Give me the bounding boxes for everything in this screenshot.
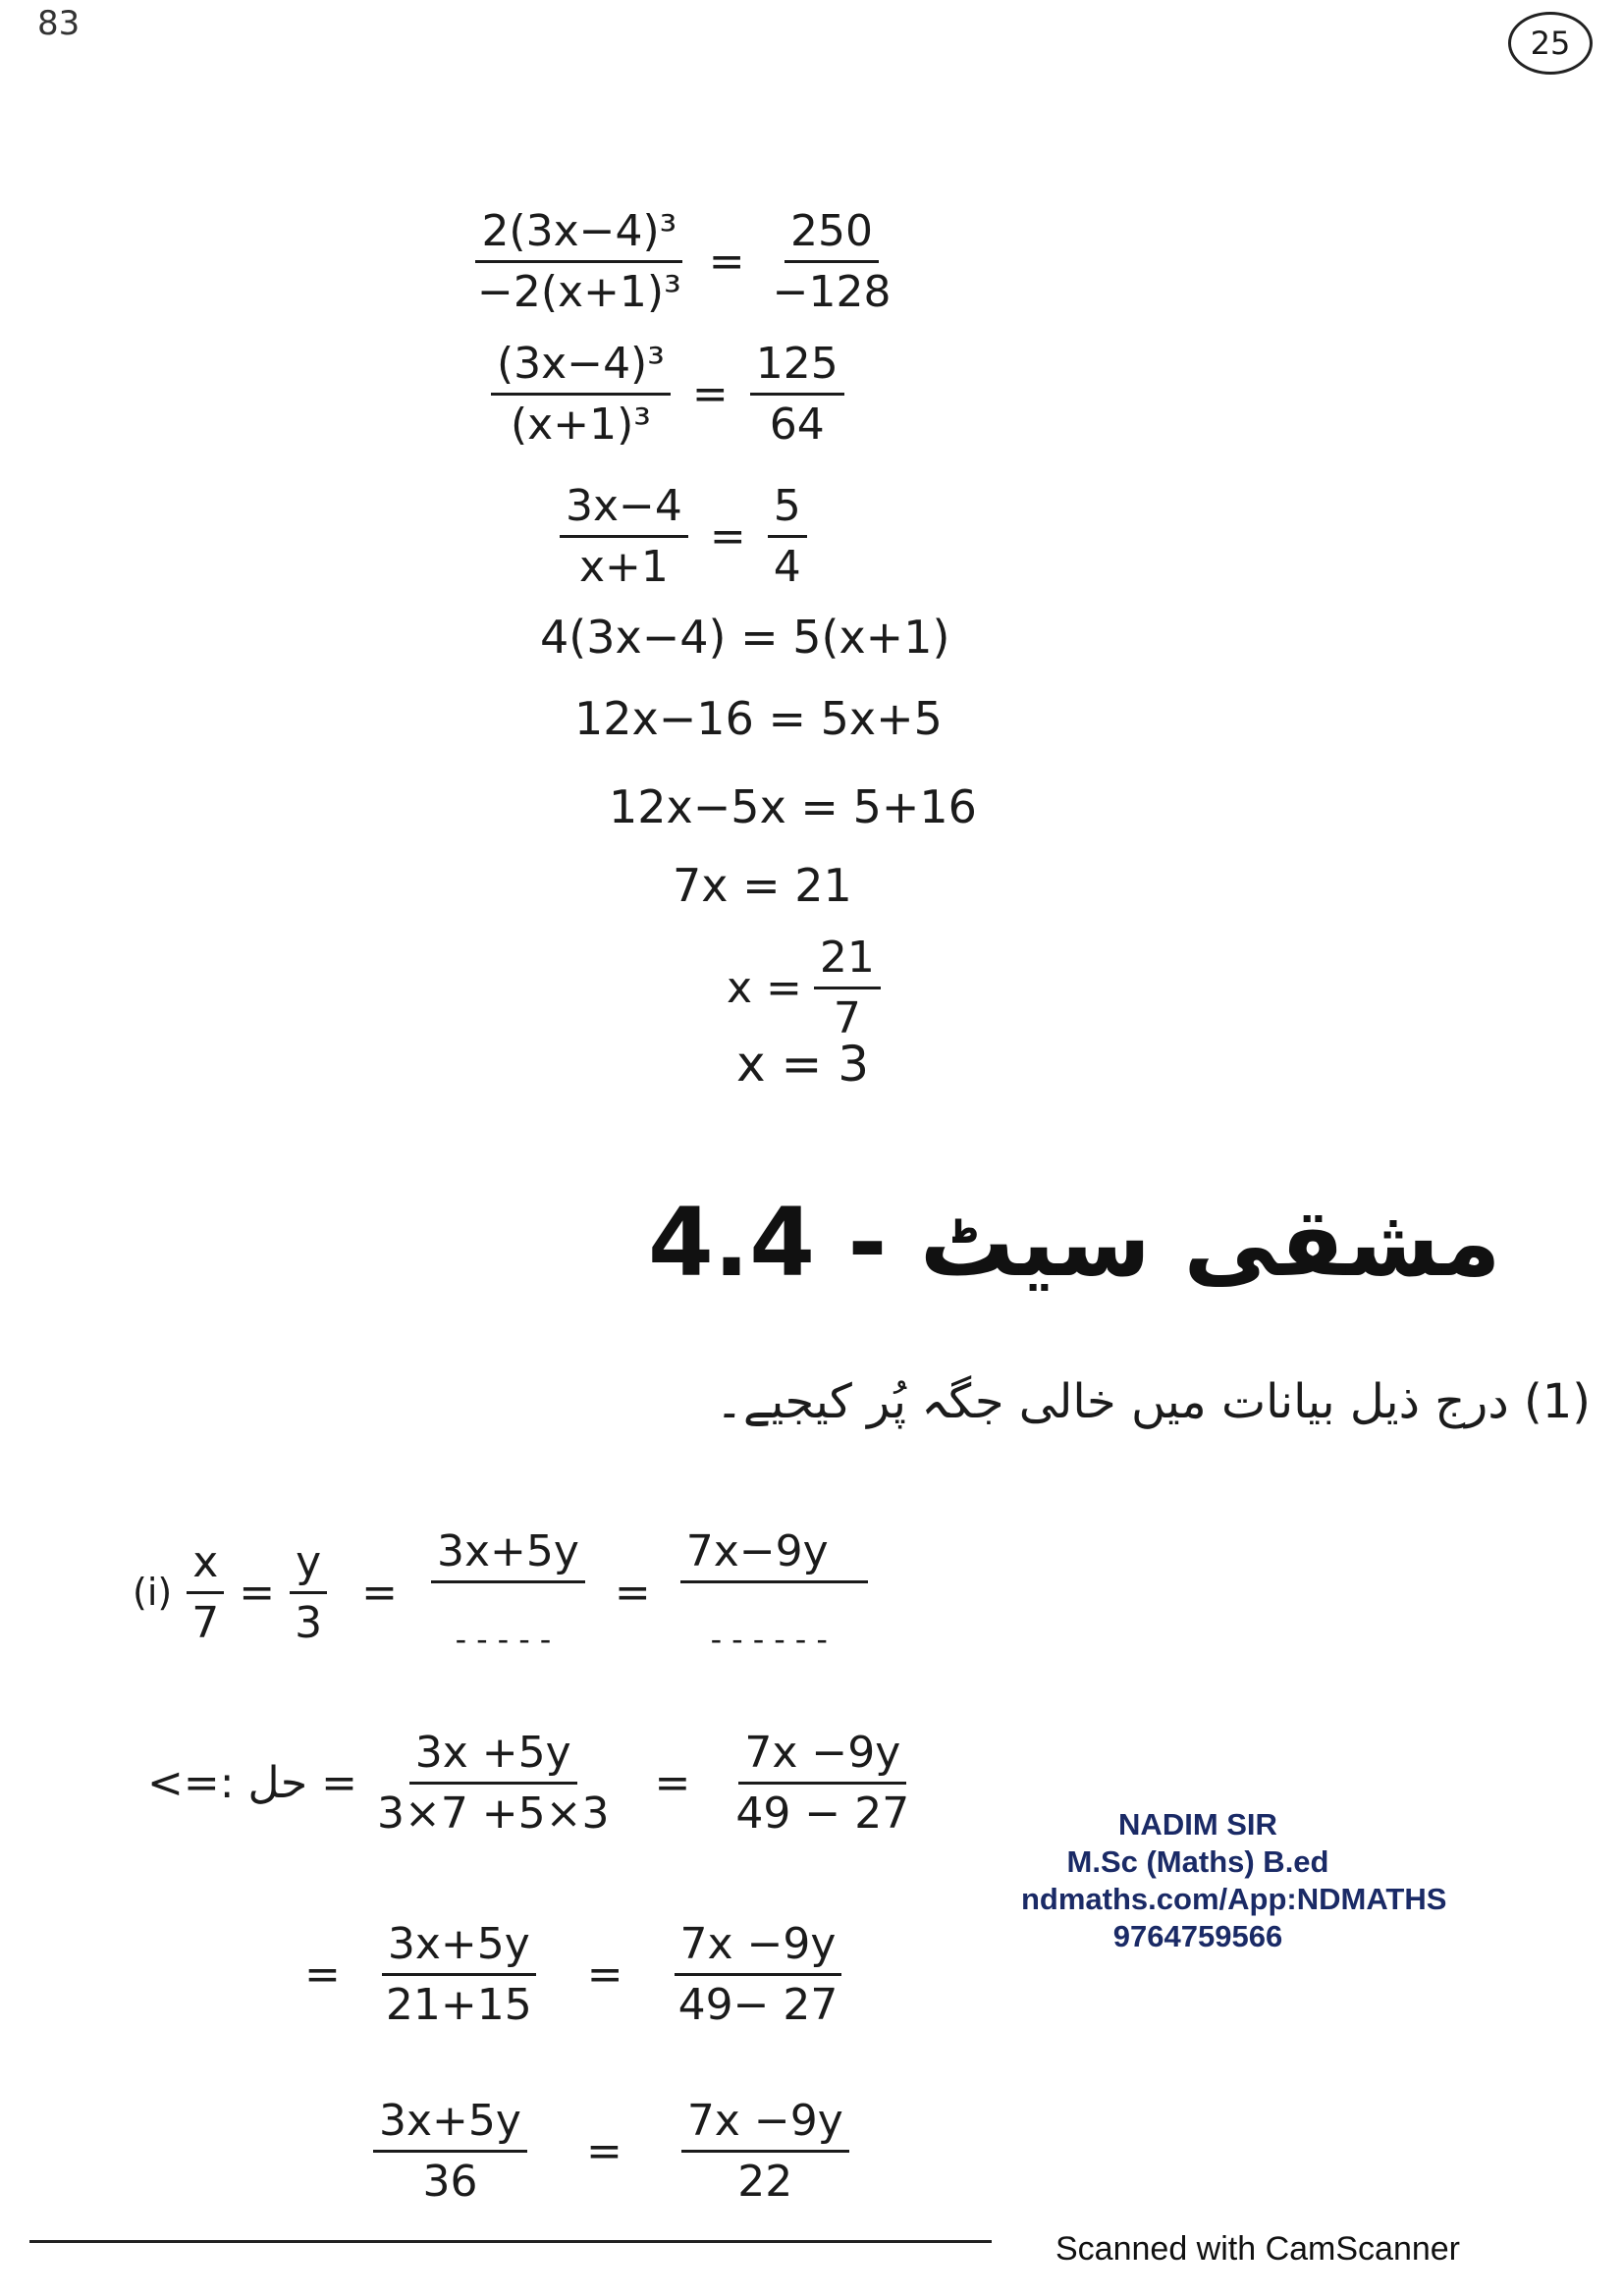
part-label: (i) xyxy=(133,1571,173,1614)
question-text: (1) درج ذیل بیانات میں خالی جگہ پُر کیجیے۔ xyxy=(715,1374,1591,1429)
equals-sign: = xyxy=(585,2126,622,2176)
equals-sign: = xyxy=(321,1758,357,1808)
fraction xyxy=(768,481,807,592)
denominator: 4 xyxy=(773,542,801,592)
numerator: 125 xyxy=(750,339,844,396)
numerator: x xyxy=(187,1537,224,1594)
fraction xyxy=(491,339,671,450)
equals-sign: = xyxy=(691,369,729,419)
scanner-footer: Scanned with CamScanner xyxy=(1055,2230,1461,2268)
step-8-lhs: x = xyxy=(727,963,802,1013)
solution-step-6: 12x−5x = 5+16 xyxy=(609,780,977,833)
numerator: 3x−4 xyxy=(560,481,688,538)
solution-label: حل :=> xyxy=(147,1758,308,1808)
part-i-question xyxy=(133,1526,868,1658)
fraction xyxy=(560,481,688,592)
numerator: 250 xyxy=(784,206,879,263)
solution-step-7: 7x = 21 xyxy=(673,859,852,912)
solution-row-3 xyxy=(373,2096,849,2207)
blank-space: ----- xyxy=(455,1621,562,1658)
denominator: 3×7 +5×3 xyxy=(376,1789,610,1839)
fraction xyxy=(186,1537,225,1648)
solution-step-9: x = 3 xyxy=(736,1036,870,1093)
bottom-rule xyxy=(29,2240,992,2243)
denominator: 22 xyxy=(737,2157,793,2207)
fraction xyxy=(289,1537,328,1648)
fraction xyxy=(431,1526,585,1658)
solution-row-2 xyxy=(304,1919,843,2030)
equals-sign: = xyxy=(361,1567,398,1618)
circled-page-number-text: 25 xyxy=(1530,25,1571,62)
fraction xyxy=(814,933,881,1043)
denominator: (x+1)³ xyxy=(511,400,651,450)
denominator: 49− 27 xyxy=(677,1980,839,2030)
numerator: (3x−4)³ xyxy=(491,339,671,396)
numerator: 7x −9y xyxy=(738,1728,906,1785)
denominator: 3 xyxy=(295,1597,323,1648)
fraction xyxy=(767,206,897,317)
exercise-heading: مشقی سیٹ - 4.4 xyxy=(648,1188,1501,1298)
numerator: y xyxy=(290,1537,327,1594)
circled-page-number xyxy=(1508,12,1593,75)
equals-sign: = xyxy=(239,1567,276,1618)
solution-step-8 xyxy=(727,933,881,1043)
fraction xyxy=(373,2096,527,2207)
denominator: 21+15 xyxy=(385,1980,532,2030)
numerator: 7x−9y xyxy=(680,1526,868,1583)
equals-sign: = xyxy=(709,511,746,561)
fraction xyxy=(750,339,844,450)
numerator: 5 xyxy=(768,481,807,538)
author-watermark xyxy=(1021,1806,1447,1955)
solution-step-4: 4(3x−4) = 5(x+1) xyxy=(540,611,950,664)
numerator: 21 xyxy=(814,933,881,989)
equals-sign: = xyxy=(614,1567,651,1618)
fraction xyxy=(380,1919,538,2030)
numerator: 2(3x−4)³ xyxy=(475,206,682,263)
watermark-site: ndmaths.com/App:NDMATHS xyxy=(1021,1882,1447,1916)
denominator: 7 xyxy=(191,1597,220,1648)
denominator: x+1 xyxy=(579,542,669,592)
numerator: 7x −9y xyxy=(681,2096,849,2153)
solution-step-2 xyxy=(491,339,844,450)
fraction xyxy=(371,1728,616,1839)
fraction xyxy=(730,1728,915,1839)
equals-sign: = xyxy=(586,1949,623,2000)
solution-step-5: 12x−16 = 5x+5 xyxy=(574,692,943,745)
watermark-degree: M.Sc (Maths) B.ed xyxy=(1066,1844,1329,1879)
watermark-phone: 9764759566 xyxy=(1112,1919,1283,1953)
fraction xyxy=(471,206,687,317)
watermark-name: NADIM SIR xyxy=(1118,1807,1277,1842)
numerator: 3x+5y xyxy=(382,1919,536,1976)
equals-sign: = xyxy=(654,1758,691,1808)
numerator: 3x+5y xyxy=(431,1526,585,1583)
denominator: 49 − 27 xyxy=(735,1789,910,1839)
denominator: 64 xyxy=(769,400,825,450)
denominator: 36 xyxy=(422,2157,478,2207)
solution-step-1 xyxy=(471,206,896,317)
page-number: 83 xyxy=(37,4,81,43)
numerator: 7x −9y xyxy=(675,1919,842,1976)
fraction xyxy=(673,1919,844,2030)
equals-sign: = xyxy=(304,1949,341,2000)
solution-row-1 xyxy=(147,1728,915,1839)
equals-sign: = xyxy=(708,237,745,287)
denominator: 7 xyxy=(833,993,861,1043)
denominator: −2(x+1)³ xyxy=(477,267,681,317)
denominator: −128 xyxy=(772,267,892,317)
numerator: 3x +5y xyxy=(409,1728,577,1785)
fraction xyxy=(680,1526,868,1658)
solution-step-3 xyxy=(560,481,807,592)
blank-space: ------ xyxy=(710,1621,838,1658)
fraction xyxy=(681,2096,849,2207)
numerator: 3x+5y xyxy=(373,2096,527,2153)
